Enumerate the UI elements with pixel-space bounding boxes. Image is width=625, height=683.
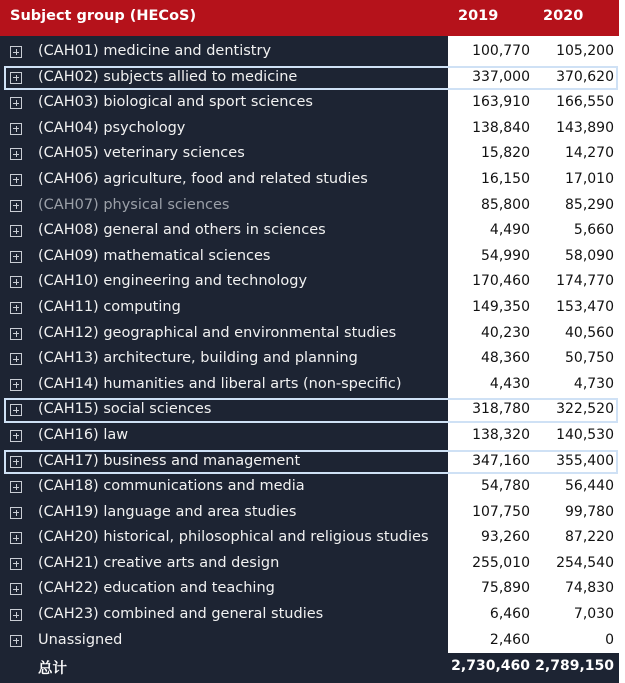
row-label: (CAH13) architecture, building and planning: [38, 350, 358, 367]
value-2020: 105,200: [556, 43, 614, 59]
table-row[interactable]: [0, 501, 619, 527]
year-2019-column-header[interactable]: 2019: [458, 8, 499, 24]
grand-total-row: [0, 653, 619, 683]
year-2020-column-header[interactable]: 2020: [543, 8, 584, 24]
expand-plus-icon[interactable]: [10, 276, 22, 288]
value-2020: 5,660: [573, 222, 614, 239]
row-label: (CAH02) subjects allied to medicine: [38, 68, 298, 85]
table-row[interactable]: [0, 526, 619, 552]
value-2020: 143,890: [556, 119, 614, 136]
row-label: (CAH22) education and teaching: [38, 580, 275, 597]
value-2019: 6,460: [489, 606, 530, 623]
expand-plus-icon[interactable]: [10, 532, 22, 544]
value-2020: 74,830: [565, 580, 614, 597]
table-row[interactable]: [0, 194, 619, 220]
value-2020: 0: [605, 631, 614, 648]
row-label: (CAH23) combined and general studies: [38, 606, 324, 623]
row-label: (CAH05) veterinary sciences: [38, 145, 245, 162]
value-2019: 318,780: [472, 401, 530, 418]
expand-plus-icon[interactable]: [10, 635, 22, 647]
table-row[interactable]: [0, 552, 619, 578]
grand-total-2019: 2,730,460: [451, 658, 530, 674]
expand-plus-icon[interactable]: [10, 481, 22, 493]
row-label: Unassigned: [38, 631, 123, 648]
value-2019: 85,800: [481, 196, 530, 213]
value-2020: 4,730: [573, 375, 614, 392]
expand-plus-icon[interactable]: [10, 558, 22, 570]
table-row[interactable]: [0, 398, 619, 424]
expand-plus-icon[interactable]: [10, 507, 22, 519]
expand-plus-icon[interactable]: [10, 174, 22, 186]
row-label: (CAH19) language and area studies: [38, 503, 297, 520]
value-2019: 149,350: [472, 298, 530, 315]
value-2020: 40,560: [565, 324, 614, 341]
row-label: (CAH06) agriculture, food and related studies: [38, 170, 368, 187]
table-row[interactable]: [0, 373, 619, 399]
expand-plus-icon[interactable]: [10, 328, 22, 340]
table-row[interactable]: [0, 450, 619, 476]
row-label: (CAH14) humanities and liberal arts (non-specific): [38, 375, 402, 392]
value-2019: 54,780: [481, 478, 530, 495]
value-2019: 170,460: [472, 273, 530, 290]
value-2020: 99,780: [565, 503, 614, 520]
value-2019: 15,820: [481, 145, 530, 162]
row-label: (CAH04) psychology: [38, 119, 186, 136]
row-label: (CAH21) creative arts and design: [38, 554, 280, 571]
table-row[interactable]: [0, 577, 619, 603]
table-header: [0, 0, 619, 36]
table-row[interactable]: [0, 424, 619, 450]
row-label: (CAH08) general and others in sciences: [38, 222, 326, 239]
table-row[interactable]: [0, 40, 619, 66]
table-row[interactable]: [0, 91, 619, 117]
table-row[interactable]: [0, 270, 619, 296]
value-2019: 138,840: [472, 119, 530, 136]
expand-plus-icon[interactable]: [10, 456, 22, 468]
value-2019: 347,160: [472, 452, 530, 469]
value-2020: 254,540: [556, 554, 614, 571]
table-row[interactable]: [0, 629, 619, 655]
table-row[interactable]: [0, 117, 619, 143]
value-2020: 58,090: [565, 247, 614, 264]
value-2019: 4,430: [489, 375, 530, 392]
value-2020: 322,520: [556, 401, 614, 418]
value-2019: 255,010: [472, 554, 530, 571]
expand-plus-icon[interactable]: [10, 72, 22, 84]
table-row[interactable]: [0, 168, 619, 194]
expand-plus-icon[interactable]: [10, 430, 22, 442]
value-2019: 337,000: [472, 68, 530, 85]
table-row[interactable]: [0, 142, 619, 168]
table-row[interactable]: [0, 245, 619, 271]
row-label: (CAH10) engineering and technology: [38, 273, 308, 290]
value-2020: 17,010: [565, 170, 614, 187]
expand-plus-icon[interactable]: [10, 353, 22, 365]
table-row[interactable]: [0, 296, 619, 322]
value-2020: 370,620: [556, 68, 614, 85]
value-2020: 87,220: [565, 529, 614, 546]
table-row[interactable]: [0, 66, 619, 92]
expand-plus-icon[interactable]: [10, 404, 22, 416]
value-2020: 7,030: [573, 606, 614, 623]
value-2020: 14,270: [565, 145, 614, 162]
row-label: (CAH07) physical sciences: [38, 196, 230, 213]
row-label: (CAH03) biological and sport sciences: [38, 94, 313, 111]
value-2019: 138,320: [472, 426, 530, 443]
row-label: (CAH18) communications and media: [38, 478, 305, 495]
row-label: (CAH12) geographical and environmental studies: [38, 324, 397, 341]
value-2019: 100,770: [472, 43, 530, 59]
table-row[interactable]: [0, 219, 619, 245]
expand-plus-icon[interactable]: [10, 200, 22, 212]
expand-plus-icon[interactable]: [10, 302, 22, 314]
grand-total-label: 总计: [38, 661, 67, 677]
row-label: (CAH09) mathematical sciences: [38, 247, 271, 264]
value-2020: 174,770: [556, 273, 614, 290]
expand-plus-icon[interactable]: [10, 583, 22, 595]
value-2020: 355,400: [556, 452, 614, 469]
expand-plus-icon[interactable]: [10, 46, 22, 58]
value-2019: 16,150: [481, 170, 530, 187]
value-2019: 75,890: [481, 580, 530, 597]
value-2019: 163,910: [472, 94, 530, 111]
value-2019: 54,990: [481, 247, 530, 264]
value-2019: 2,460: [489, 631, 530, 648]
expand-plus-icon[interactable]: [10, 379, 22, 391]
expand-plus-icon[interactable]: [10, 123, 22, 135]
expand-plus-icon[interactable]: [10, 97, 22, 109]
row-label: (CAH01) medicine and dentistry: [38, 43, 272, 59]
row-label: (CAH16) law: [38, 426, 129, 443]
value-2019: 4,490: [489, 222, 530, 239]
table-row[interactable]: [0, 603, 619, 629]
value-2019: 48,360: [481, 350, 530, 367]
value-2019: 93,260: [481, 529, 530, 546]
subject-group-column-header[interactable]: Subject group (HECoS): [10, 8, 197, 24]
value-2020: 50,750: [565, 350, 614, 367]
value-2019: 40,230: [481, 324, 530, 341]
value-2020: 85,290: [565, 196, 614, 213]
row-label: (CAH15) social sciences: [38, 401, 212, 418]
table-row[interactable]: [0, 475, 619, 501]
row-label: (CAH11) computing: [38, 298, 181, 315]
table-row[interactable]: [0, 322, 619, 348]
row-label: (CAH20) historical, philosophical and religious studies: [38, 529, 429, 546]
expand-plus-icon[interactable]: [10, 251, 22, 263]
value-2020: 56,440: [565, 478, 614, 495]
expand-plus-icon[interactable]: [10, 609, 22, 621]
expand-plus-icon[interactable]: [10, 148, 22, 160]
grand-total-2020: 2,789,150: [535, 658, 614, 674]
expand-plus-icon[interactable]: [10, 225, 22, 237]
value-2019: 107,750: [472, 503, 530, 520]
value-2020: 140,530: [556, 426, 614, 443]
value-2020: 153,470: [556, 298, 614, 315]
value-2020: 166,550: [556, 94, 614, 111]
table-body: [0, 40, 619, 654]
row-label: (CAH17) business and management: [38, 452, 301, 469]
table-row[interactable]: [0, 347, 619, 373]
